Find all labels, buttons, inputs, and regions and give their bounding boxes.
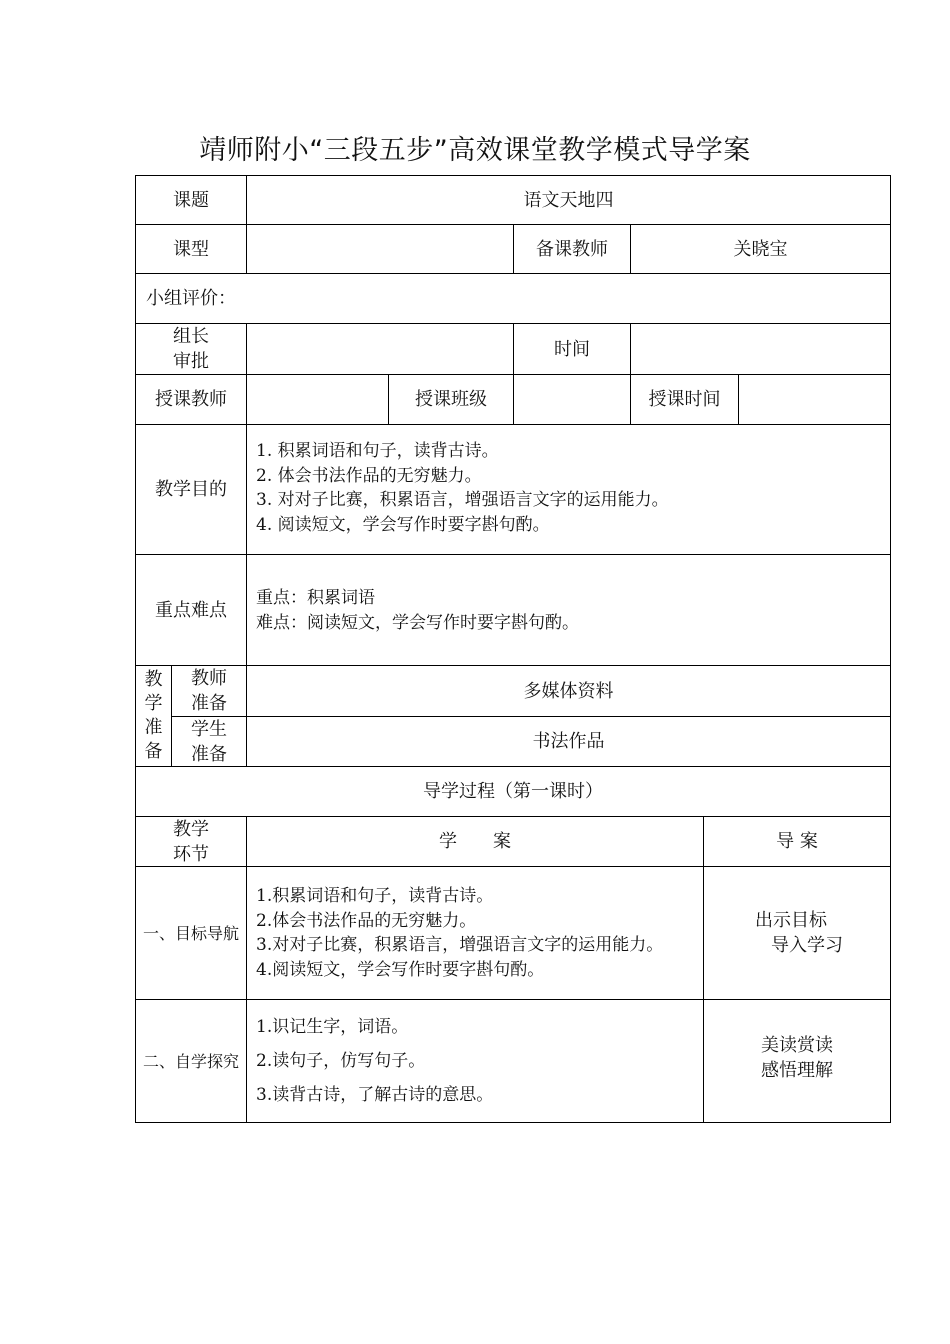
goal-item: 3. 对对子比赛，积累语言，增强语言文字的运用能力。 <box>256 490 669 510</box>
step1-item: 2.体会书法作品的无穷魅力。 <box>256 910 477 931</box>
study-column-header: 学 案 <box>439 831 511 852</box>
step1-item: 3.对对子比赛，积累语言，增强语言文字的运用能力。 <box>256 935 664 955</box>
type-value <box>247 225 513 273</box>
student-prep-label: 学生 准备 <box>191 718 227 765</box>
class-label: 授课班级 <box>415 389 487 410</box>
type-label: 课型 <box>173 238 209 260</box>
lecture-time-label: 授课时间 <box>648 389 721 410</box>
goal-item: 1. 积累词语和句子，读背古诗。 <box>256 441 499 461</box>
step1-label: 一、目标导航 <box>142 923 239 943</box>
step1-item: 1.积累词语和句子，读背古诗。 <box>256 886 494 906</box>
leader-approval-value <box>247 324 513 374</box>
key-point-item: 难点：阅读短文，学会写作时要字斟句酌。 <box>256 612 579 633</box>
leader-approval-label <box>136 324 246 374</box>
time-label: 时间 <box>554 338 590 360</box>
goal-item: 2. 体会书法作品的无穷魅力。 <box>256 465 482 486</box>
step2-item: 1.识记生字，词语。 <box>256 1017 409 1037</box>
topic-value: 语文天地四 <box>523 189 614 211</box>
process-title: 导学过程（第一课时） <box>423 781 603 802</box>
document-title: 靖师附小“三段五步”高效课堂教学模式导学案 <box>199 135 751 166</box>
teacher-prep-value: 多媒体资料 <box>523 680 614 702</box>
step2-guide: 美读赏读 感悟理解 <box>761 1035 833 1081</box>
group-evaluation: 小组评价： <box>146 288 236 309</box>
leader-line-1: 组长 <box>173 326 209 347</box>
step2-label: 二、自学探究 <box>142 1051 239 1071</box>
step1-guide: 出示目标 导入学习 <box>755 910 843 956</box>
student-prep-value: 书法作品 <box>532 731 605 752</box>
topic-label: 课题 <box>173 189 209 211</box>
step1-item: 4.阅读短文，学会写作时要字斟句酌。 <box>256 959 545 980</box>
step2-item: 2.读句子，仿写句子。 <box>256 1051 426 1071</box>
teacher-prep-label: 教师 准备 <box>191 668 227 714</box>
teacher-label: 备课教师 <box>536 238 608 260</box>
preparation-label: 教 学 准 备 <box>144 669 163 762</box>
key-points-list <box>256 586 579 635</box>
step2-item: 3.读背古诗，了解古诗的意思。 <box>256 1085 494 1105</box>
guide-column-header: 导 案 <box>776 831 818 852</box>
key-point-item: 重点：积累词语 <box>256 588 375 608</box>
goals-label: 教学目的 <box>155 479 227 500</box>
goal-item: 4. 阅读短文，学会写作时要字斟句酌。 <box>256 514 550 535</box>
teacher-value: 关晓宝 <box>733 238 788 260</box>
leader-line-2: 审批 <box>173 351 209 372</box>
lecturer-label: 授课教师 <box>155 389 227 410</box>
step1-list <box>256 884 663 982</box>
time-value <box>631 324 890 374</box>
step2-list <box>256 1010 493 1112</box>
goals-list <box>256 439 669 537</box>
stage-column-header: 教学 环节 <box>173 818 209 865</box>
key-points-label: 重点难点 <box>155 599 227 621</box>
